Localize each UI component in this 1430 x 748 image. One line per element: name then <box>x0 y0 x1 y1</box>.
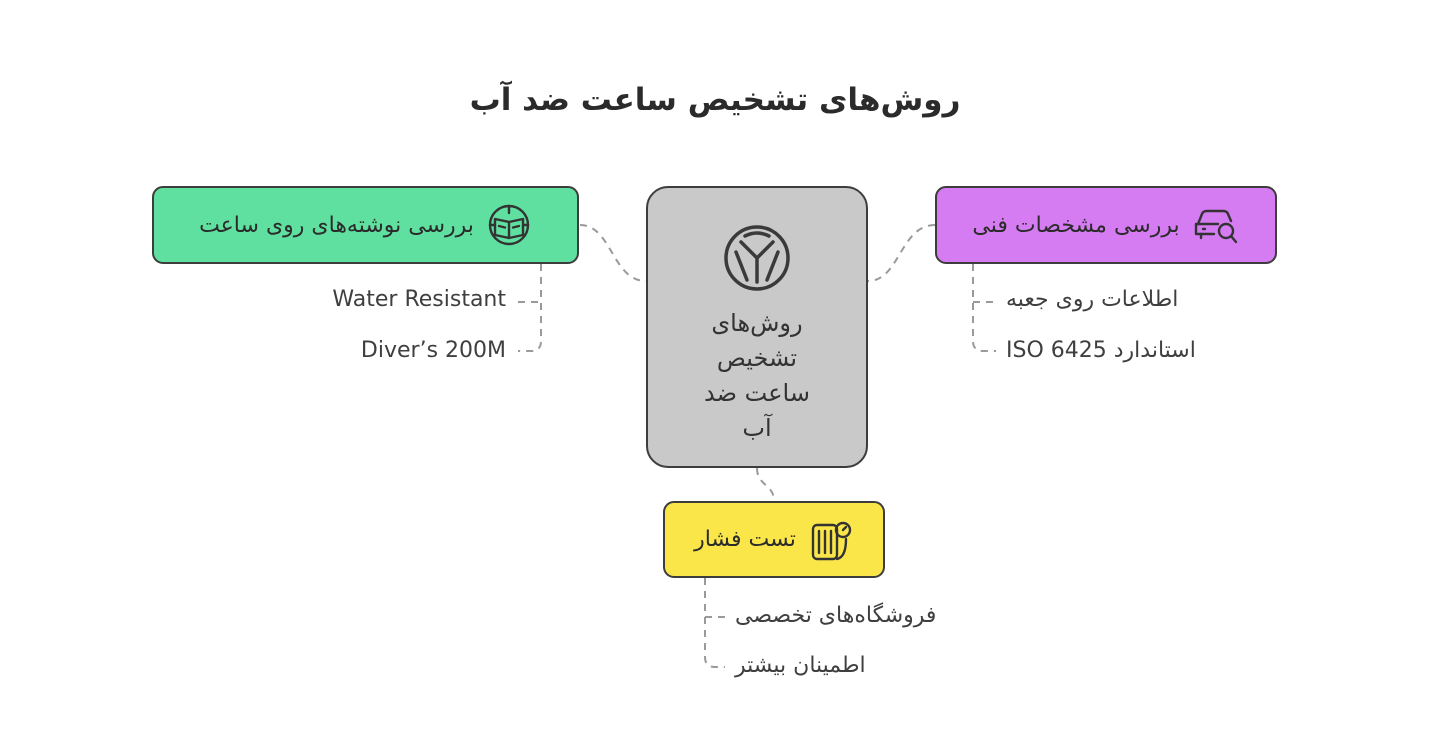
right-note-2: استاندارد ISO 6425 <box>1006 338 1196 363</box>
left-note-2: Diver’s 200M <box>360 338 506 363</box>
connector-left-center <box>580 225 646 281</box>
branch-technical-specs <box>935 186 1277 264</box>
connector-right-notes <box>973 264 996 351</box>
bottom-note-2: اطمینان بیشتر <box>735 653 866 678</box>
center-node <box>646 186 868 468</box>
bottom-note-1: فروشگاه‌های تخصصی <box>735 603 937 628</box>
diagram-title: روش‌های تشخیص ساعت ضد آب <box>469 82 961 118</box>
branch-pressure-test-label: تست فشار <box>694 527 796 552</box>
connector-center-bottom <box>757 468 774 501</box>
pressure-gauge-icon <box>808 517 854 563</box>
connector-bottom-notes <box>705 578 725 667</box>
car-search-icon <box>1192 202 1240 248</box>
branch-pressure-test <box>663 501 885 578</box>
connector-left-notes <box>518 264 541 351</box>
branch-technical-specs-label: بررسی مشخصات فنی <box>972 212 1180 238</box>
left-note-1: Water Resistant <box>332 287 506 312</box>
right-note-1: اطلاعات روی جعبه <box>1006 287 1179 312</box>
branch-watch-markings-label: بررسی نوشته‌های روی ساعت <box>199 212 474 238</box>
connector-right-center <box>868 225 935 281</box>
book-globe-icon <box>486 202 532 248</box>
center-label: روش‌های تشخیص ساعت ضد آب <box>704 309 810 442</box>
shield-icon <box>721 222 793 294</box>
branch-watch-markings <box>152 186 579 264</box>
